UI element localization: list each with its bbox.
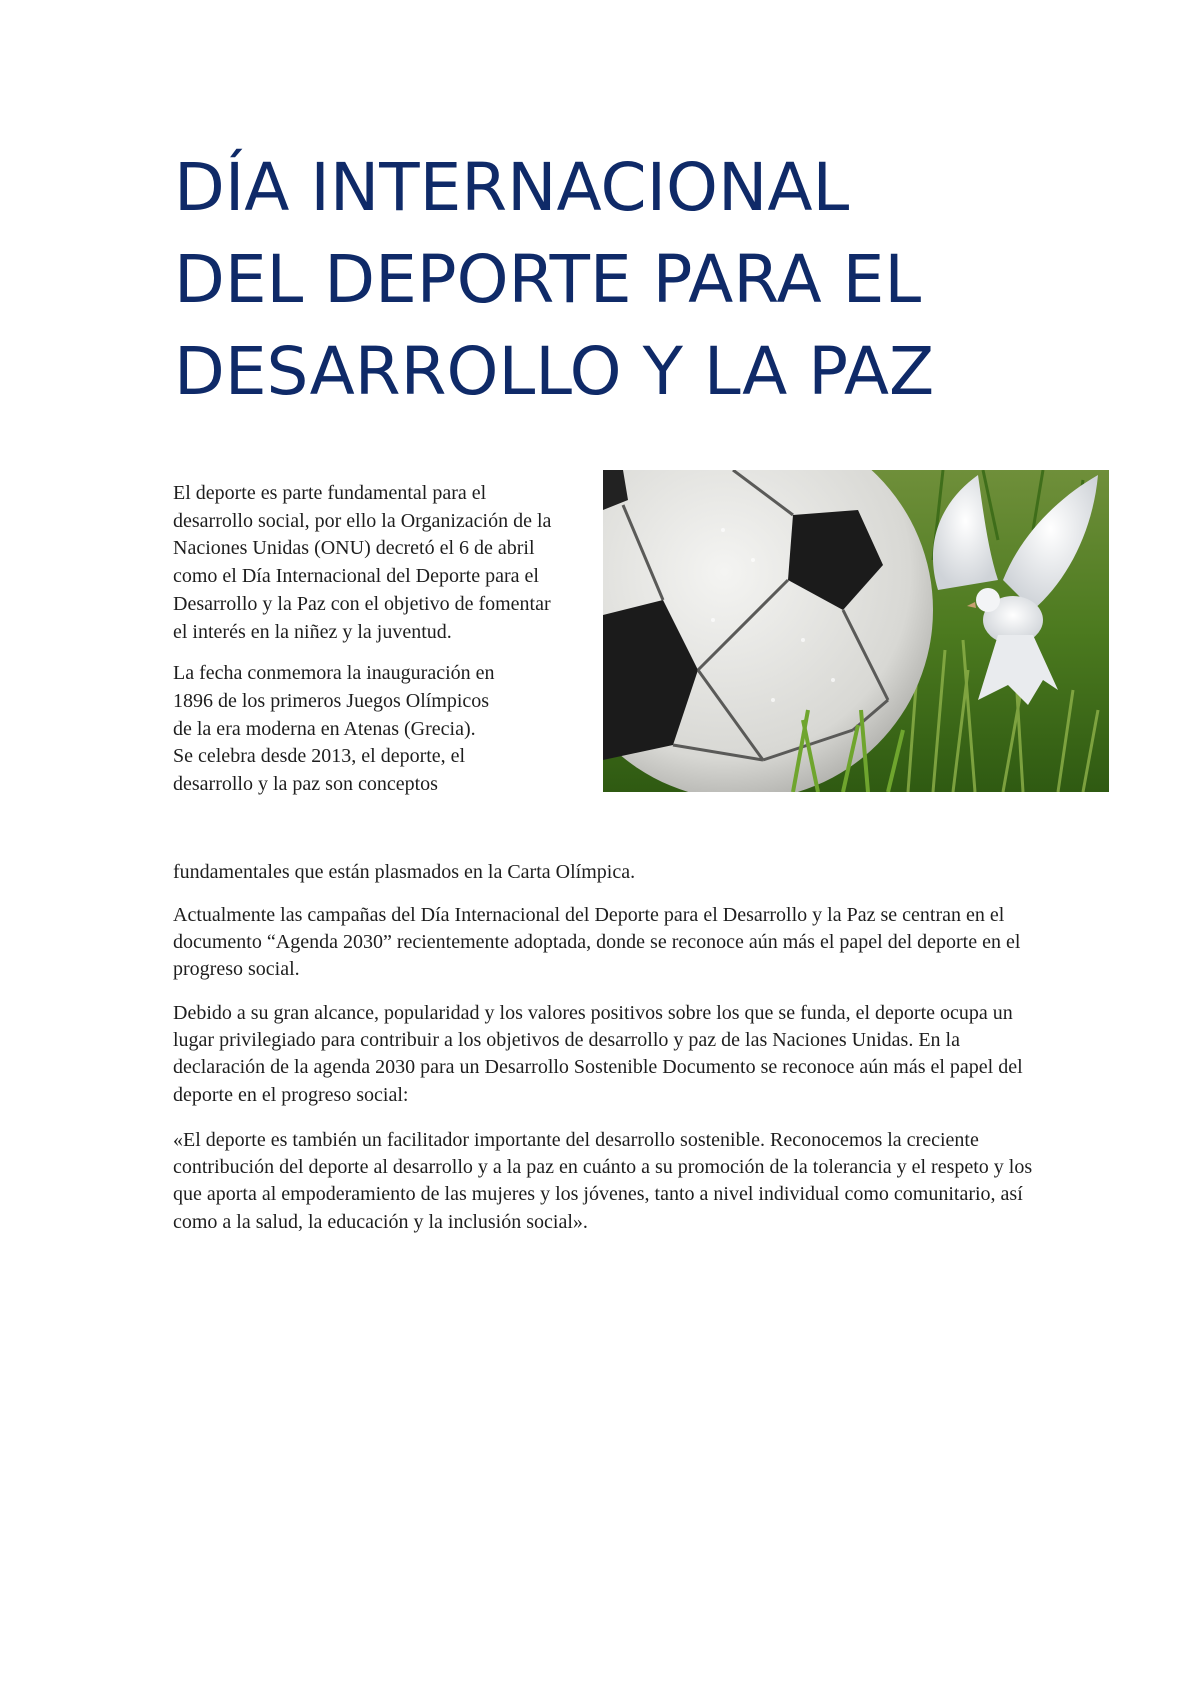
paragraph-2-line-5: desarrollo y la paz son conceptos (173, 773, 438, 796)
paragraph-1: El deporte es parte fundamental para el desarrollo social, por ello la Organización de la Naciones Unidas (ONU) decretó el 6 de abril como el Día Internacional del Deporte para el Desarrollo y la Paz con el objetivo de fomentar el interés en la niñez y la juventud. (173, 482, 552, 643)
paragraph-2-tail: fundamentales que están plasmados en la Carta Olímpica. (173, 861, 636, 883)
paragraph-2-line-2: 1896 de los primeros Juegos Olímpicos (173, 689, 490, 712)
paragraph-3: Actualmente las campañas del Día Internacional del Deporte para el Desarrollo y la Paz se centran en el documento “Agenda 2030” recientemente adoptada, donde se reconoce aún más el papel del deporte en el progreso social. (173, 904, 1021, 981)
title-line-3: DESARROLLO Y LA PAZ (174, 333, 935, 410)
paragraph-5-quote: «El deporte es también un facilitador importante del desarrollo sostenible. Reconocemos la creciente contribución del deporte al desarrollo y a la paz en cuánto a su promoción de la tolerancia y el respeto y los que aporta al empoderamiento de las mujeres y los jóvenes, tanto a nivel individual como comunitario, así como a la salud, la educación y la inclusión social». (173, 1129, 1033, 1233)
title-line-2: DEL DEPORTE PARA EL (174, 241, 922, 318)
paragraph-2-start (173, 660, 563, 799)
paragraph-2-line-3: de la era moderna en Atenas (Grecia). (173, 717, 476, 740)
left-column-text (173, 480, 563, 799)
paragraph-2-line-1: La fecha conmemora la inauguración en (173, 662, 495, 685)
page-title (174, 142, 1074, 418)
paragraph-2-line-4: Se celebra desde 2013, el deporte, el (173, 745, 466, 768)
paragraph-4: Debido a su gran alcance, popularidad y los valores positivos sobre los que se funda, el deporte ocupa un lugar privilegiado para contribuir a los objetivos de desarrollo y paz de las Naciones Unidas. En la declaración de la agenda 2030 para un Desarrollo Sostenible Documento se reconoce aún más el papel del deporte en el progreso social: (173, 1002, 1023, 1106)
title-line-1: DÍA INTERNACIONAL (174, 149, 850, 226)
soccer-ball-dove-photo (603, 470, 1109, 792)
